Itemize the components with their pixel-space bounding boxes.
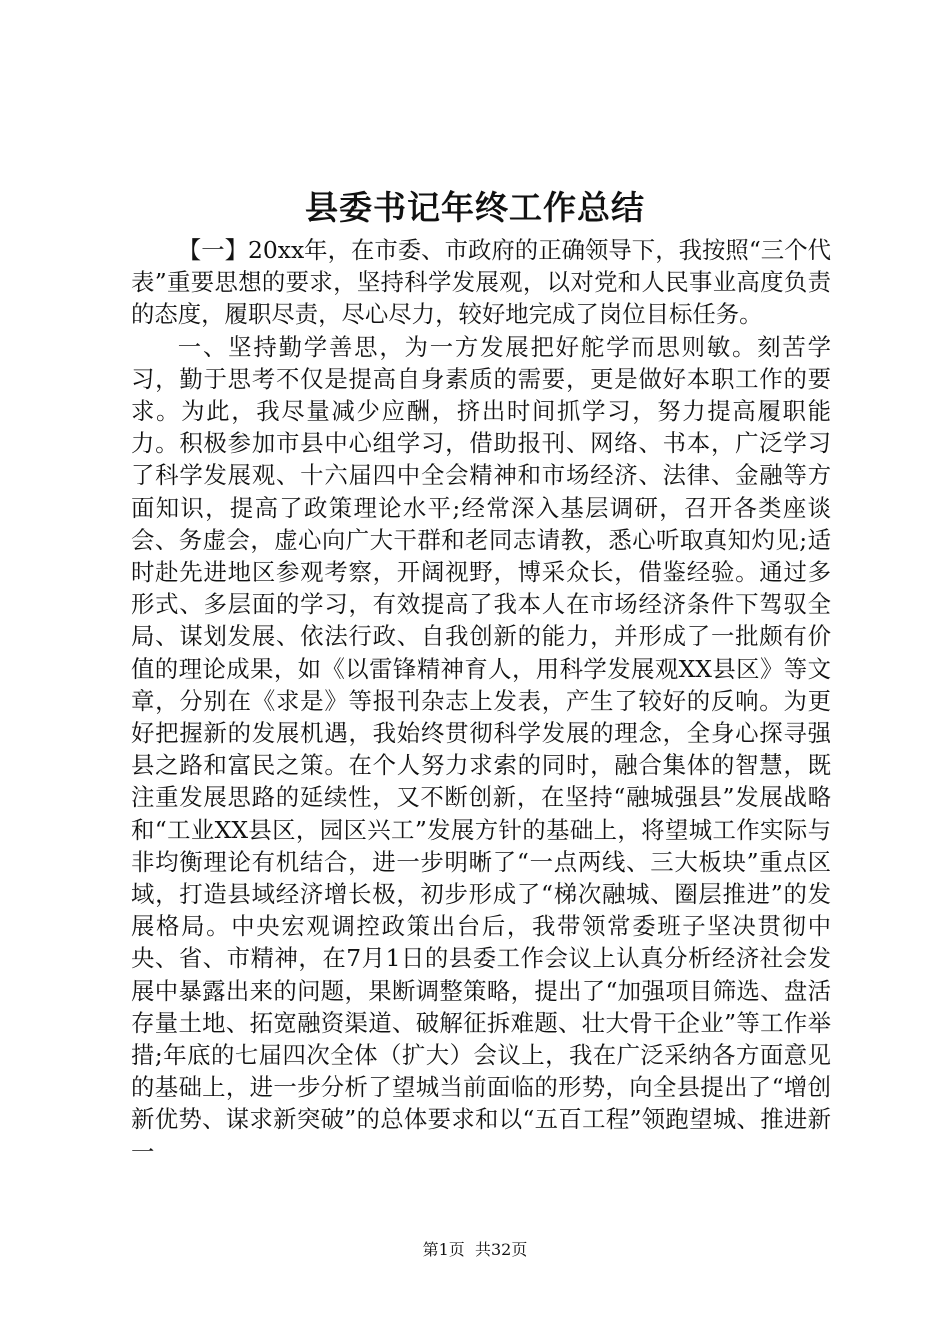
page-footer [0,1238,950,1262]
document-title: 县委书记年终工作总结 [305,188,645,227]
page-total: 共32页 [474,1240,528,1259]
page-number: 第1页 [422,1240,465,1259]
paragraph-section-one: 一、坚持勤学善思，为一方发展把好舵学而思则敏。刻苦学习，勤于思考不仅是提高自身素质的需要，更是做好本职工作的要求。为此，我尽量减少应酬，挤出时间抓学习，努力提高履职能力。积极参加市县中心组学习，借助报刊、网络、书本，广泛学习了科学发展观、十六届四中全会精神和市场经济、法律、金融等方面知识，提高了政策理论水平;经常深入基层调研，召开各类座谈会、务虚会，虚心向广大干群和老同志请教，悉心听取真知灼见;适时赴先进地区参观考察，开阔视野，博采众长，借鉴经验。通过多形式、多层面的学习，有效提高了我本人在市场经济条件下驾驭全局、谋划发展、依法行政、自我创新的能力，并形成了一批颇有价值的理论成果，如《以雷锋精神育人，用科学发展观XX县区》等文章，分别在《求是》等报刊杂志上发表，产生了较好的反响。为更好把握新的发展机遇，我始终贯彻科学发展的理念，全身心探寻强县之路和富民之策。在个人努力求索的同时，融合集体的智慧，既注重发展思路的延续性，又不断创新，在坚持“融城强县”发展战略和“工业XX县区，园区兴工”发展方针的基础上，将望城工作实际与非均衡理论有机结合，进一步明晰了“一点两线、三大板块”重点区域，打造县域经济增长极，初步形成了“梯次融城、圈层推进”的发展格局。中央宏观调控政策出台后，我带领常委班子坚决贯彻中央、省、市精神，在7月1日的县委工作会议上认真分析经济社会发展中暴露出来的问题，果断调整策略，提出了“加强项目筛选、盘活存量土地、拓宽融资渠道、破解征拆难题、壮大骨干企业”等工作举措;年底的七届四次全体（扩大）会议上，我在广泛采纳各方面意见的基础上，进一步分析了望城当前面临的形势，向全县提出了“增创新优势、谋求新突破”的总体要求和以“五百工程”领跑望城、推进新一 [131,332,831,1166]
document-body [131,234,831,1168]
paragraph-intro: 【一】20xx年，在市委、市政府的正确领导下，我按照“三个代表”重要思想的要求，坚持科学发展观，以对党和人民事业高度负责的态度，履职尽责，尽心尽力，较好地完成了岗位目标任务。 [131,236,831,329]
